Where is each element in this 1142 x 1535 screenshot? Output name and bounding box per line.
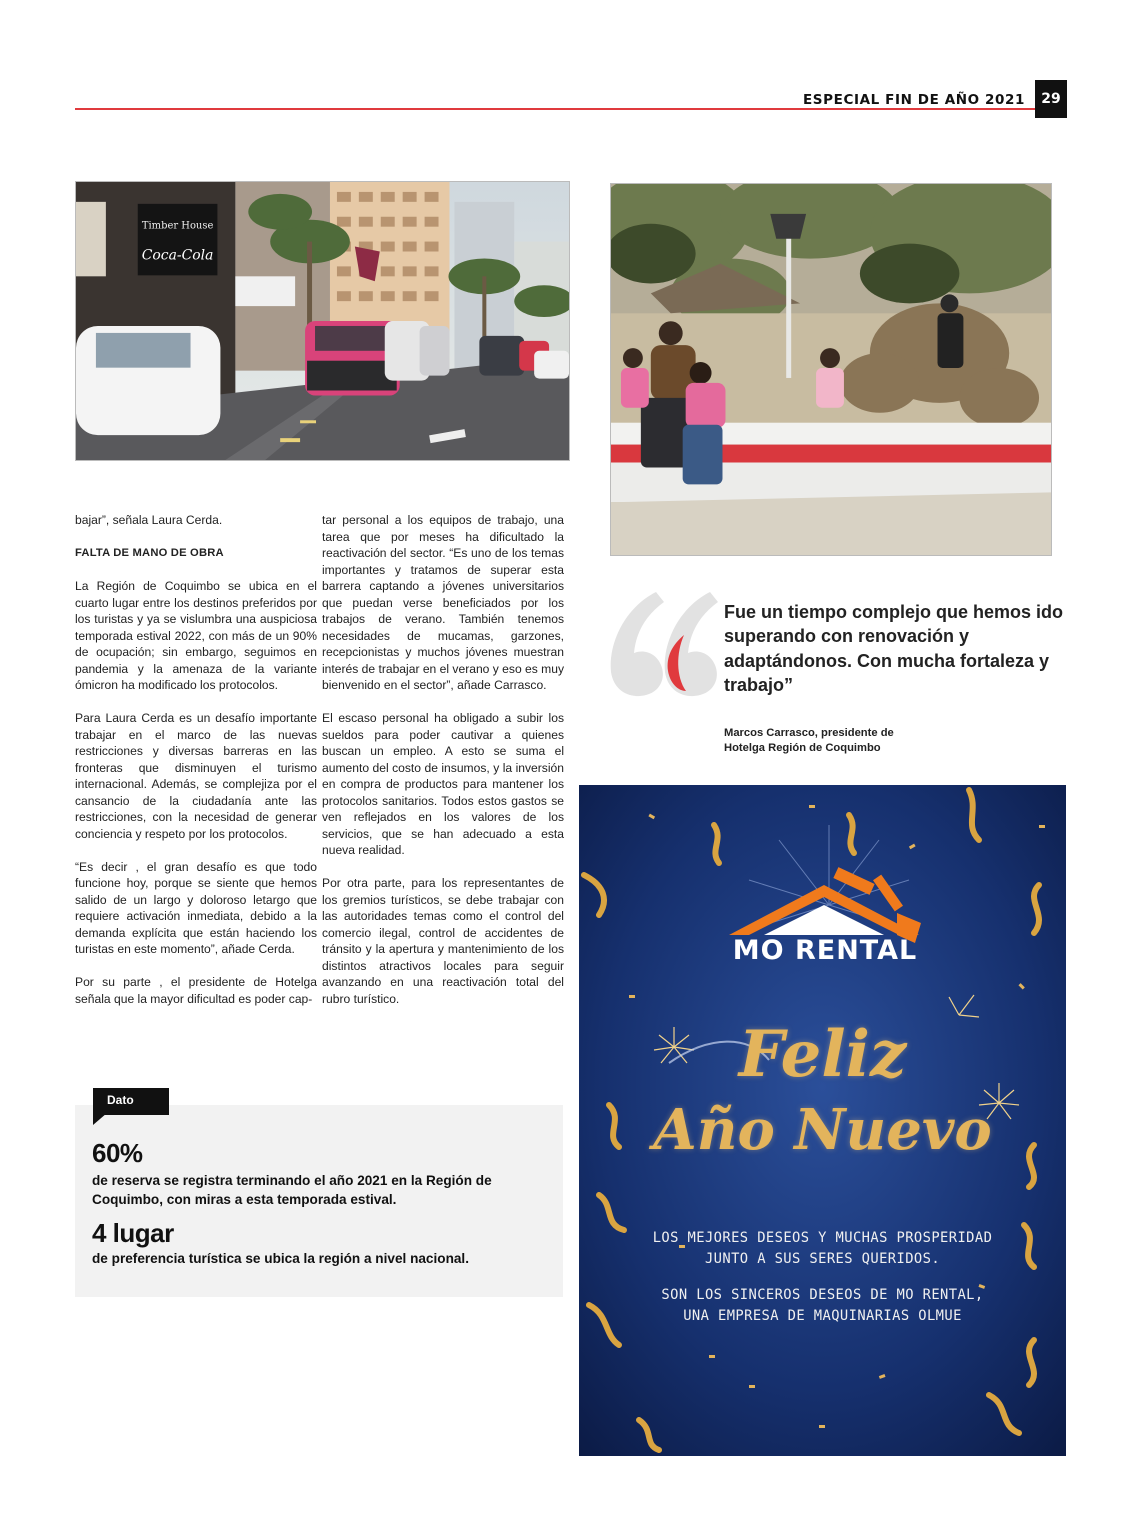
- pull-quote: Fue un tiempo complejo que hemos ido superando con renovación y adaptándonos. Con mucha fortaleza y trabajo”: [724, 602, 1064, 695]
- paragraph: La Región de Coquimbo se ubica en el cuarto lugar entre los destinos preferidos por los turistas y ya se vislumbra una auspiciosa temporada estival 2022, con más de un 90% de ocupación; sin embargo, seguimos en pandemia y la amenaza de la variante ómicron ha modificado los protocolos.: [75, 579, 317, 692]
- sign-timber-house: Timber House: [141, 220, 214, 232]
- page-number: 29: [1035, 80, 1067, 118]
- subhead: FALTA DE MANO DE OBRA: [75, 547, 224, 559]
- paragraph: Por otra parte, para los representantes de los gremios turísticos, se debe trabajar con las autoridades temas como el control del comercio ilegal, control de accidentes de tránsito y la apertura y mantenimiento de los distintos atractivos locales para seguir avanzando en una reactivación total del rubro turístico.: [322, 876, 564, 1006]
- paragraph: Para Laura Cerda es un desafío importante trabajar en el marco de las nuevas restricciones y diversas barreras en las fronteras que disminuyen el turismo internacional. Además, se complejiza por el cansancio de la ciudadanía ante las restricciones, con la necesidad de generar conciencia y respeto por los protocolos.: [75, 711, 317, 841]
- ad-message-line: LOS MEJORES DESEOS Y MUCHAS PROSPERIDAD: [652, 1230, 993, 1246]
- plaza-photo: [610, 183, 1052, 556]
- quote-author: [724, 726, 984, 756]
- fact-stat-1: 60%: [92, 1138, 143, 1168]
- ad-logo-text: MO RENTAL: [732, 935, 918, 966]
- article-column-2: [322, 512, 564, 1024]
- ad-greeting-line-1: Feliz: [738, 1017, 907, 1092]
- ad-message-line: SON LOS SINCEROS DESEOS DE MO RENTAL,: [661, 1287, 984, 1303]
- ad-message-line: JUNTO A SUS SERES QUERIDOS.: [704, 1251, 941, 1267]
- quote-author-line: Marcos Carrasco, presidente de: [724, 727, 894, 739]
- quote-author-line: Hotelga Región de Coquimbo: [724, 742, 881, 754]
- article-column-1: [75, 512, 317, 1024]
- paragraph: tar personal a los equipos de trabajo, una tarea que por meses ha dificultado la reactivación del sector. “Es uno de los temas importantes y tratamos de superar esta barrera captando a jóvenes universitarios que puedan verse beneficiados por los trabajos de verano. También tenemos necesidades de mucamas, garzones, recepcionistas y muchos jóvenes muestran interés de trabajar en el verano y eso es muy bienvenido en el sector”, añade Carrasco.: [322, 513, 565, 692]
- section-title: ESPECIAL FIN DE AÑO 2021: [802, 92, 1025, 108]
- ad-logo: [727, 935, 923, 966]
- street-photo-image: [76, 182, 569, 460]
- header-rule: [75, 108, 1037, 110]
- fact-box-tag-notch: [93, 1113, 107, 1125]
- plaza-photo-image: [611, 184, 1051, 555]
- paragraph: El escaso personal ha obligado a subir los sueldos para poder cautivar a quienes buscan un empleo. A esto se suma el aumento del costo de insumos, y la inversión en compra de productos para mantener los protocolos sanitarios. Todos estos gastos se ven reflejados en los valores de los servicios, que se han adecuado a esta nueva realidad.: [322, 711, 564, 857]
- fact-stat-1-desc: de reserva se registra terminando el año 2021 en la Región de Coquimbo, con miras a esta temporada estival.: [92, 1173, 492, 1207]
- quote-mark-icon: [606, 587, 718, 702]
- paragraph: Por su parte , el presidente de Hotelga señala que la mayor dificultad es poder cap-: [75, 975, 317, 1006]
- sign-coca-cola: Coca-Cola: [141, 247, 214, 264]
- ad-message-line: UNA EMPRESA DE MAQUINARIAS OLMUE: [683, 1308, 962, 1324]
- paragraph: “Es decir , el gran desafío es que todo funcione hoy, porque se siente que hemos salido de un largo y doloroso letargo que requiere activación inmediata, debido a la demanda explícita que están haciendo los turistas en este momento”, añade Cerda.: [75, 859, 317, 956]
- ad-message-1: [579, 1228, 1066, 1270]
- ad-greeting-line-2: Año Nuevo: [653, 1097, 992, 1163]
- fact-stat-2-desc: de preferencia turística se ubica la región a nivel nacional.: [92, 1251, 469, 1266]
- fact-stat-2: 4 lugar: [92, 1218, 174, 1248]
- paragraph: bajar”, señala Laura Cerda.: [75, 513, 223, 527]
- street-photo: [75, 181, 570, 461]
- mo-rental-ad: [579, 785, 1066, 1456]
- fact-box-tag: Dato: [93, 1088, 169, 1115]
- ad-message-2: [579, 1285, 1066, 1327]
